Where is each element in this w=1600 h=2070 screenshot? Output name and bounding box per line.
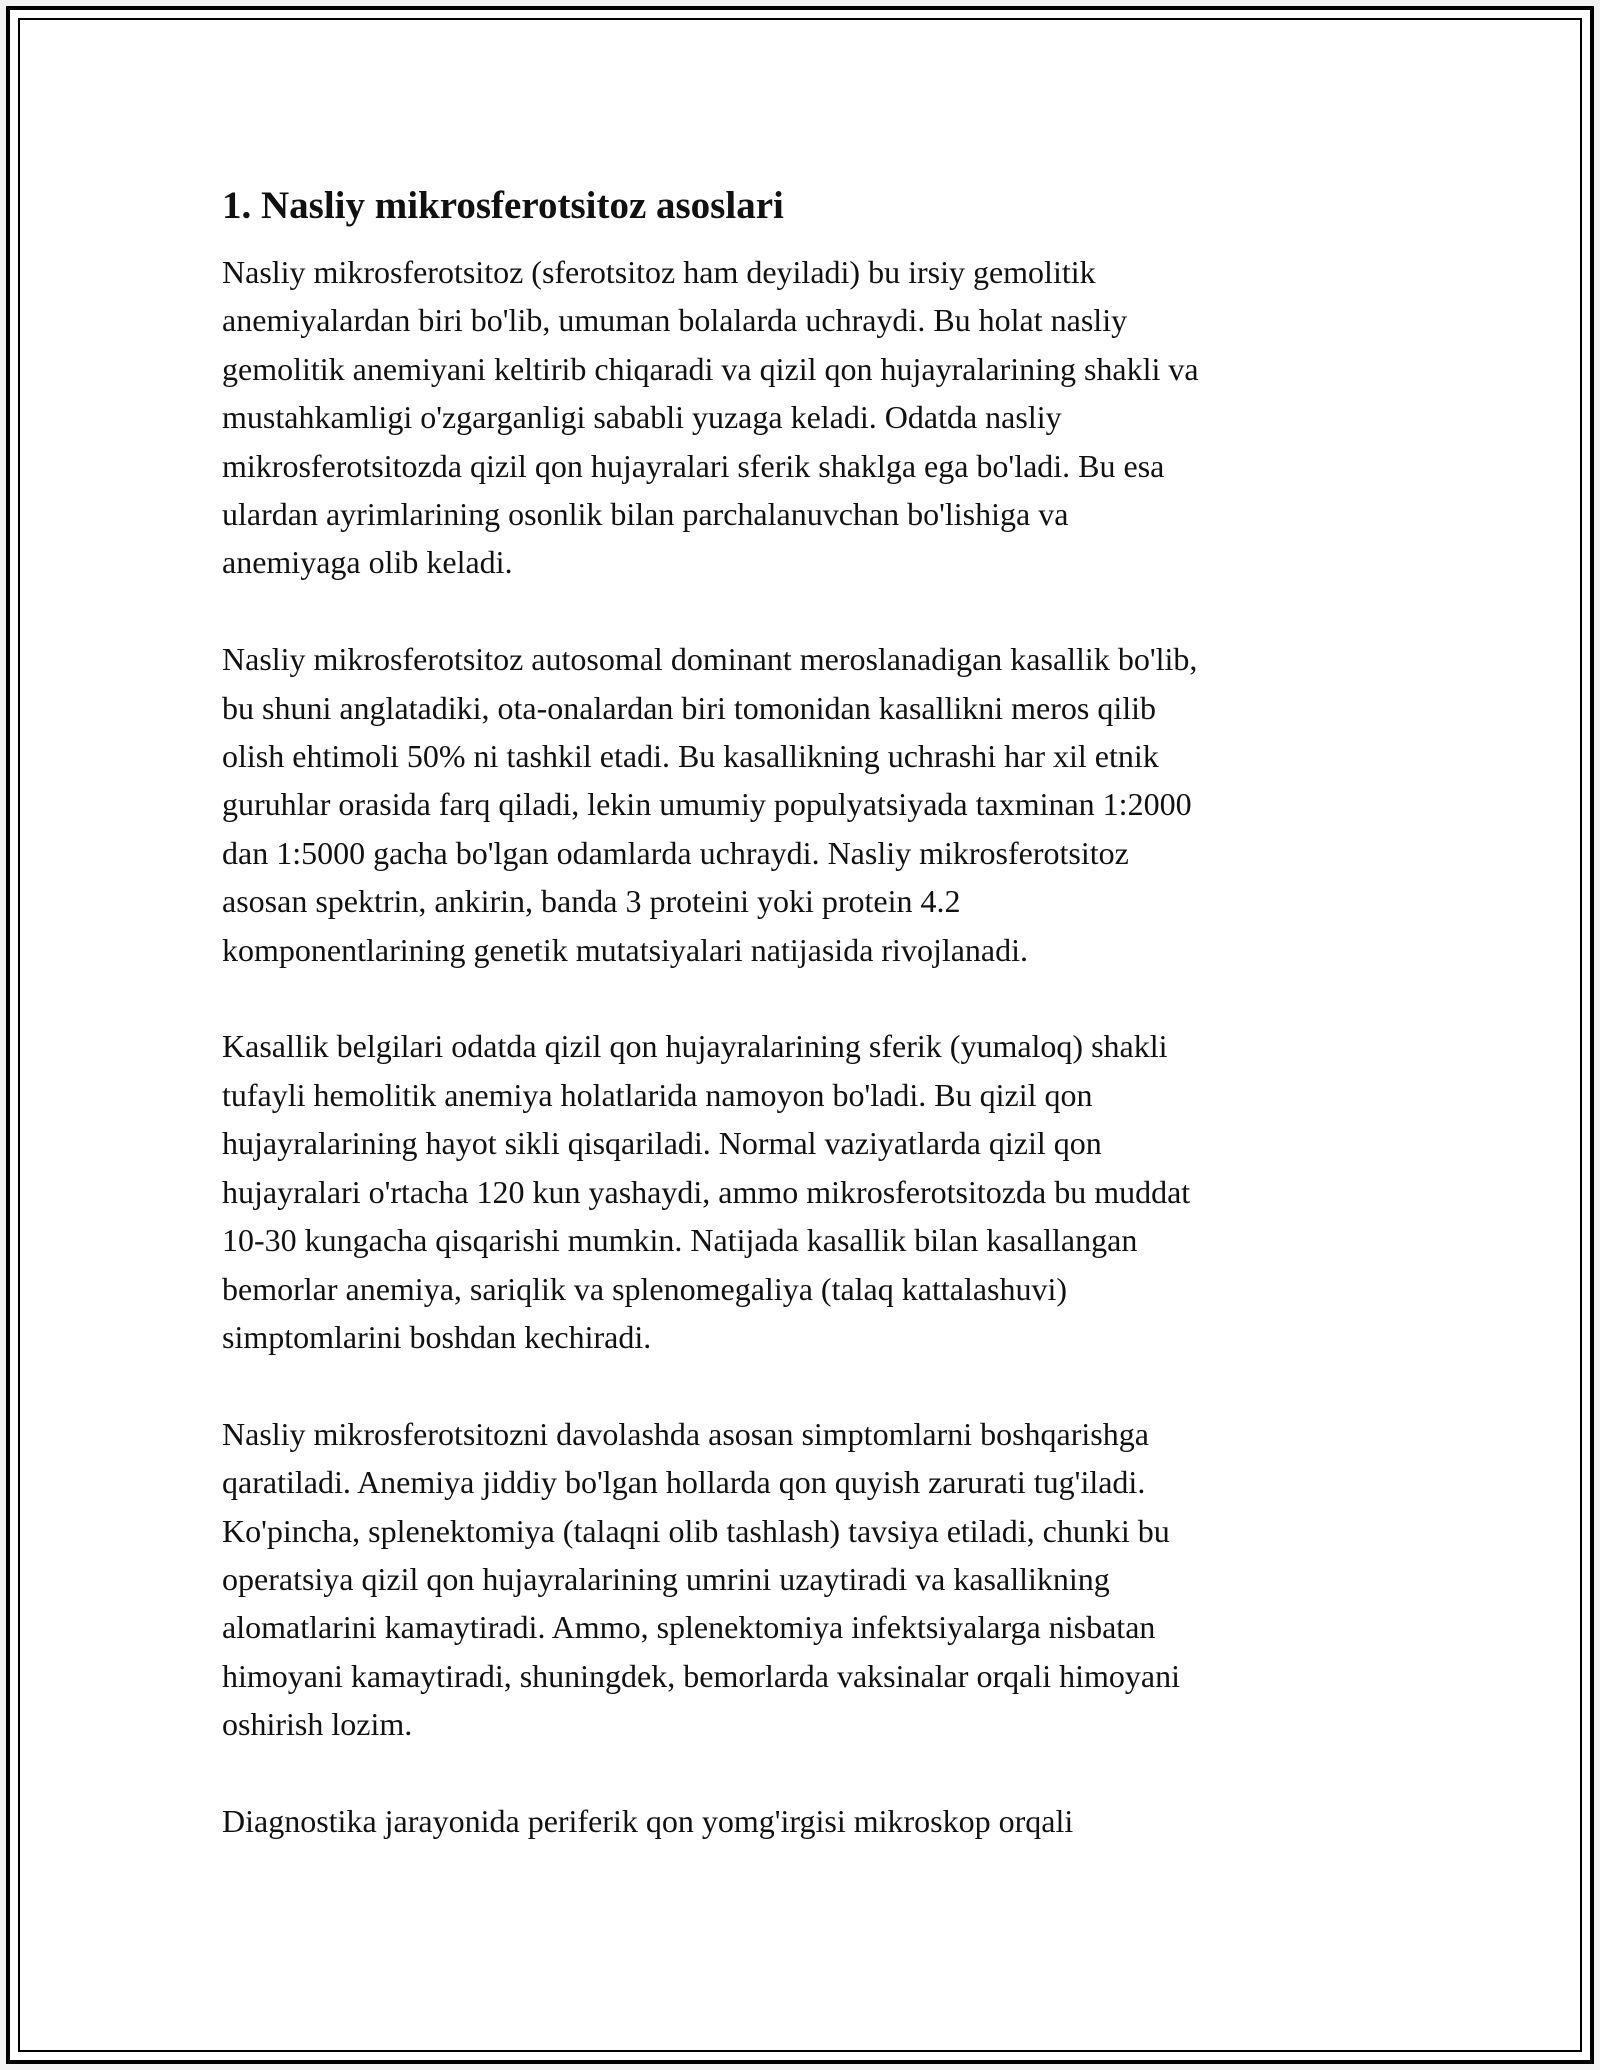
paragraph-2: Nasliy mikrosferotsitoz autosomal dominant meroslanadigan kasallik bo'lib, bu shuni anglatadiki, ota-onalardan biri tomonidan kasallikni meros qilib olish ehtimoli 50% ni tashkil etadi. Bu kasallikning uchrashi har xil etnik guruhlar orasida farq qiladi, lekin umumiy populyatsiyada taxminan 1:2000 dan 1:5000 gacha bo'lgan odamlarda uchraydi. Nasliy mikrosferotsitoz asosan spektrin, ankirin, banda 3 proteini yoki protein 4.2 komponentlarining genetik mutatsiyalari natijasida rivojlanadi.: [222, 641, 1198, 968]
section-heading: 1. Nasliy mikrosferotsitoz asoslari: [222, 184, 784, 227]
paragraph-1: Nasliy mikrosferotsitoz (sferotsitoz ham deyiladi) bu irsiy gemolitik anemiyalardan biri bo'lib, umuman bolalarda uchraydi. Bu holat nasliy gemolitik anemiyani keltirib chiqaradi va qizil qon hujayralarining shakli va mustahkamligi o'zgarganligi sababli yuzaga keladi. Odatda nasliy mikrosferotsitozda qizil qon hujayralari sferik shaklga ega bo'ladi. Bu esa ulardan ayrimlarining osonlik bilan parchalanuvchan bo'lishiga va anemiyaga olib keladi.: [222, 254, 1199, 581]
paragraph-4: Nasliy mikrosferotsitozni davolashda asosan simptomlarni boshqarishga qaratiladi. Anemiya jiddiy bo'lgan hollarda qon quyish zarurati tug'iladi. Ko'pincha, splenektomiya (talaqni olib tashlash) tavsiya etiladi, chunki bu operatsiya qizil qon hujayralarining umrini uzaytiradi va kasallikning alomatlarini kamaytiradi. Ammo, splenektomiya infektsiyalarga nisbatan himoyani kamaytiradi, shuningdek, bemorlarda vaksinalar orqali himoyani oshirish lozim.: [222, 1415, 1180, 1743]
document-body: [222, 182, 1372, 1894]
paragraph-3: Kasallik belgilari odatda qizil qon hujayralarining sferik (yumaloq) shakli tufayli hemolitik anemiya holatlarida namoyon bo'ladi. Bu qizil qon hujayralarining hayot sikli qisqariladi. Normal vaziyatlarda qizil qon hujayralari o'rtacha 120 kun yashaydi, ammo mikrosferotsitozda bu muddat 10-30 kungacha qisqarishi mumkin. Natijada kasallik bilan kasallangan bemorlar anemiya, sariqlik va splenomegaliya (talaq kattalashuvi) simptomlarini boshdan kechiradi.: [222, 1028, 1191, 1355]
paragraph-5: Diagnostika jarayonida periferik qon yomg'irgisi mikroskop orqali: [222, 1802, 1074, 1839]
